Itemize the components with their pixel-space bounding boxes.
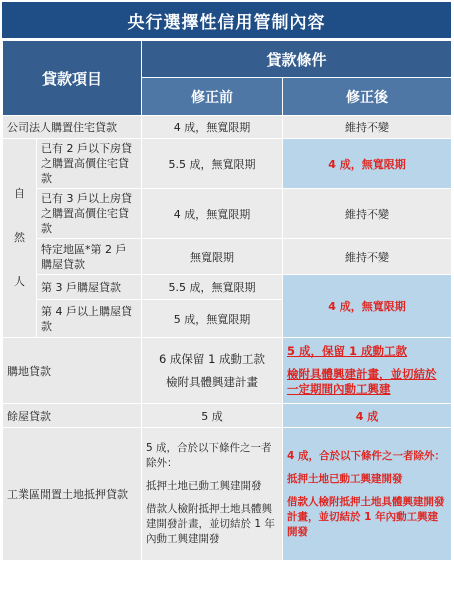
header-before: 修正前	[142, 78, 283, 116]
row-remaining-house-after: 4 成	[283, 404, 452, 428]
row-2house-before: 5.5 成，無寬限期	[142, 139, 283, 189]
row-corporate-after: 維持不變	[283, 116, 452, 139]
row-fourth-house-before: 5 成，無寬限期	[142, 300, 283, 338]
row-third-house-before: 5.5 成，無寬限期	[142, 275, 283, 300]
natural-person-label: 自 然 人	[3, 139, 37, 338]
industrial-after-line-3: 借款人檢附抵押土地具體興建開發計畫，並切結於 1 年內動工興建開發	[287, 495, 445, 538]
row-land-loan-before	[142, 338, 283, 404]
row-remaining-house-before: 5 成	[142, 404, 283, 428]
header-loan-item: 貸款項目	[3, 41, 142, 116]
land-after-line-1: 5 成，保留 1 成動工款	[287, 344, 408, 358]
industrial-after-line-1: 4 成，合於以下條件之一者除外：	[287, 449, 445, 462]
row-remaining-house-item: 餘屋貸款	[3, 404, 142, 428]
row-land-loan-after	[283, 338, 452, 404]
land-before-line-2: 檢附具體興建計畫	[166, 374, 259, 389]
row-3house-item: 已有 3 戶以上房貸之購置高價住宅貸款	[37, 189, 142, 239]
row-industrial-before	[142, 428, 283, 561]
land-after-line-2: 檢附具體興建計畫，並切結於一定期間內動工興建	[287, 367, 437, 396]
row-2house-after: 4 成，無寬限期	[283, 139, 452, 189]
row-3house-after: 維持不變	[283, 189, 452, 239]
land-before-line-1: 6 成保留 1 成動工款	[158, 351, 266, 366]
row-specific-area-after: 維持不變	[283, 239, 452, 275]
row-specific-area-item: 特定地區*第 2 戶購屋貸款	[37, 239, 142, 275]
industrial-before-line-2: 抵押土地已動工興建開發	[146, 480, 262, 492]
row-industrial-after	[283, 428, 452, 561]
row-fourth-house-item: 第 4 戶以上購屋貸款	[37, 300, 142, 338]
page-title: 央行選擇性信用管制內容	[2, 2, 451, 38]
row-3house-before: 4 成，無寬限期	[142, 189, 283, 239]
row-third-fourth-after: 4 成，無寬限期	[283, 275, 452, 338]
row-specific-area-before: 無寬限期	[142, 239, 283, 275]
industrial-before-line-3: 借款人檢附抵押土地具體興建開發計畫，並切結於 1 年內動工興建開發	[146, 503, 275, 545]
row-third-house-item: 第 3 戶購屋貸款	[37, 275, 142, 300]
industrial-after-line-2: 抵押土地已動工興建開發	[287, 472, 403, 485]
row-2house-item: 已有 2 戶以下房貸之購置高價住宅貸款	[37, 139, 142, 189]
header-loan-conditions: 貸款條件	[142, 41, 452, 78]
industrial-before-line-1: 5 成，合於以下條件之一者除外：	[146, 442, 272, 469]
row-industrial-item: 工業區閒置土地抵押貸款	[3, 428, 142, 561]
credit-control-table	[2, 40, 452, 561]
row-corporate-item: 公司法人購置住宅貸款	[3, 116, 142, 139]
header-after: 修正後	[283, 78, 452, 116]
row-corporate-before: 4 成，無寬限期	[142, 116, 283, 139]
row-land-loan-item: 購地貸款	[3, 338, 142, 404]
